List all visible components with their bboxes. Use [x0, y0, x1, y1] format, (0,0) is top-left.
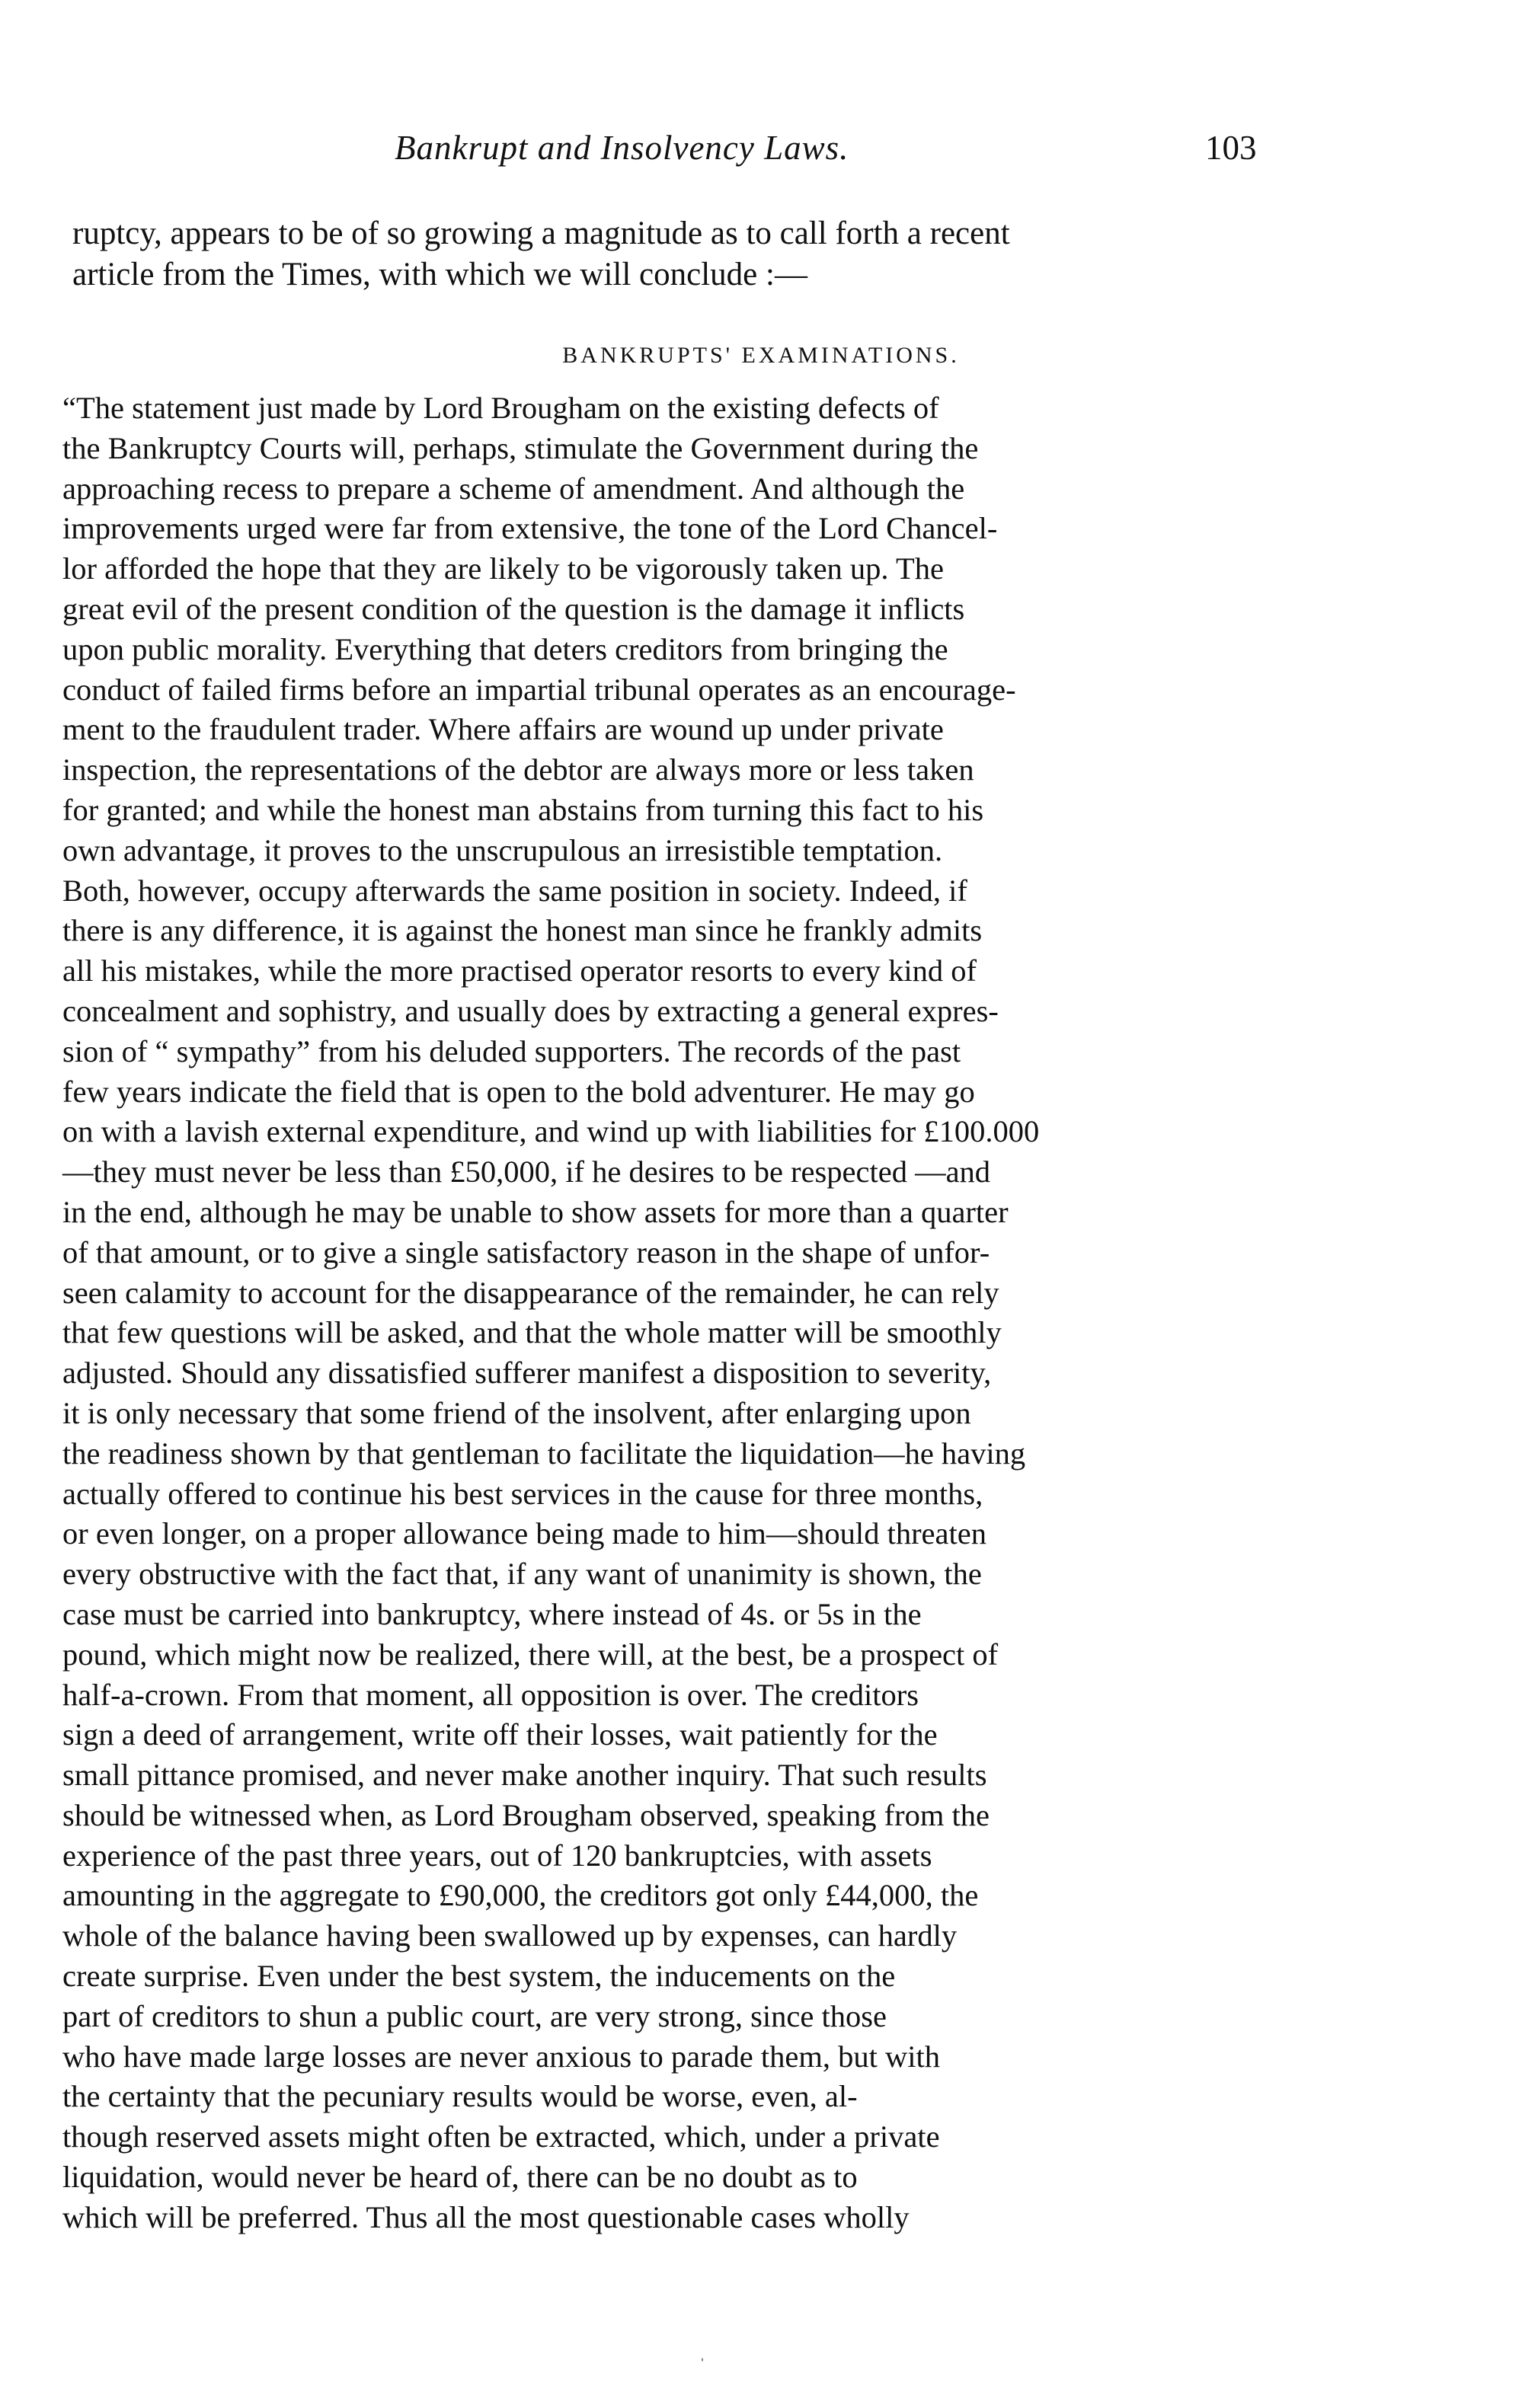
article-line: create surprise. Even under the best system, the inducements on the [62, 1959, 896, 1994]
article-line: improvements urged were far from extensive, the tone of the Lord Chancel- [62, 511, 998, 546]
intro-line: ruptcy, appears to be of so growing a magnitude as to call forth a recent [72, 216, 1010, 251]
article-line: approaching recess to prepare a scheme of amendment. And although the [62, 471, 965, 506]
article-line: conduct of failed firms before an impartial tribunal operates as an encourage- [62, 672, 1016, 707]
article-line: the readiness shown by that gentleman to facilitate the liquidation—he having [62, 1436, 1026, 1471]
intro-paragraph [72, 213, 1276, 295]
article-line: “The statement just made by Lord Brougham on the existing defects of [62, 391, 939, 425]
article-line: it is only necessary that some friend of the insolvent, after enlarging upon [62, 1395, 971, 1430]
article-line: amounting in the aggregate to £90,000, the creditors got only £44,000, the [62, 1878, 979, 1913]
article-line: for granted; and while the honest man abstains from turning this fact to his [62, 792, 984, 827]
article-line: that few questions will be asked, and that the whole matter will be smoothly [62, 1315, 1002, 1350]
article-line: pound, which might now be realized, there will, at the best, be a prospect of [62, 1637, 999, 1672]
article-line: the certainty that the pecuniary results would be worse, even, al- [62, 2079, 858, 2114]
article-line: every obstructive with the fact that, if any want of unanimity is shown, the [62, 1557, 982, 1592]
article-line: liquidation, would never be heard of, there can be no doubt as to [62, 2160, 858, 2195]
article-line: though reserved assets might often be extracted, which, under a private [62, 2119, 940, 2154]
article-line: of that amount, or to give a single satisfactory reason in the shape of unfor- [62, 1234, 990, 1269]
article-line: lor afforded the hope that they are likely to be vigorously taken up. The [62, 551, 944, 586]
intro-line: article from the Times, with which we will conclude :— [72, 257, 807, 292]
article-line: upon public morality. Everything that deters creditors from bringing the [62, 631, 948, 666]
article-line: whole of the balance having been swallowed up by expenses, can hardly [62, 1918, 958, 1953]
article-line: concealment and sophistry, and usually does by extracting a general expres- [62, 993, 999, 1028]
article-line: all his mistakes, while the more practised operator resorts to every kind of [62, 953, 977, 988]
article-line: or even longer, on a proper allowance being made to him—should threaten [62, 1516, 986, 1551]
article-line: there is any difference, it is against the honest man since he frankly admits [62, 913, 983, 948]
article-line: Both, however, occupy afterwards the same position in society. Indeed, if [62, 873, 967, 908]
article-line: —they must never be less than £50,000, if he desires to be respected —and [62, 1154, 991, 1190]
article-line: great evil of the present condition of the question is the damage it inflicts [62, 591, 965, 626]
article-line: which will be preferred. Thus all the most questionable cases wholly [62, 2199, 910, 2234]
article-line: on with a lavish external expenditure, and wind up with liabilities for £100.000 [62, 1114, 1040, 1149]
article-line: small pittance promised, and never make another inquiry. That such results [62, 1758, 987, 1793]
page-number: 103 [1205, 129, 1257, 167]
article-line: should be witnessed when, as Lord Brougham observed, speaking from the [62, 1797, 990, 1832]
article-line: sion of “ sympathy” from his deluded supporters. The records of the past [62, 1033, 961, 1068]
article-line: own advantage, it proves to the unscrupulous an irresistible temptation. [62, 832, 943, 867]
article-line: inspection, the representations of the debtor are always more or less taken [62, 752, 974, 787]
article-line: adjusted. Should any dissatisfied sufferer manifest a disposition to severity, [62, 1356, 992, 1391]
article-line: in the end, although he may be unable to show assets for more than a quarter [62, 1194, 1009, 1229]
article-line: the Bankruptcy Courts will, perhaps, stimulate the Government during the [62, 430, 979, 465]
article-line: part of creditors to shun a public court, are very strong, since those [62, 1998, 887, 2033]
footer-mark: ˌ [699, 2342, 705, 2362]
article-line: who have made large losses are never anxious to parade them, but with [62, 2039, 941, 2074]
article-line: sign a deed of arrangement, write off their losses, wait patiently for the [62, 1717, 938, 1752]
article-line: experience of the past three years, out of 120 bankruptcies, with assets [62, 1838, 932, 1873]
article-line: seen calamity to account for the disappearance of the remainder, he can rely [62, 1275, 999, 1310]
article-line: case must be carried into bankruptcy, where instead of 4s. or 5s in the [62, 1596, 922, 1631]
article-body [62, 388, 1274, 2238]
article-line: half-a-crown. From that moment, all opposition is over. The creditors [62, 1677, 919, 1712]
article-line: ment to the fraudulent trader. Where affairs are wound up under private [62, 712, 944, 747]
running-title: Bankrupt and Insolvency Laws. [395, 129, 849, 167]
section-heading: BANKRUPTS' EXAMINATIONS. [562, 343, 960, 368]
article-line: few years indicate the field that is open to the bold adventurer. He may go [62, 1074, 975, 1109]
article-line: actually offered to continue his best services in the cause for three months, [62, 1476, 983, 1511]
